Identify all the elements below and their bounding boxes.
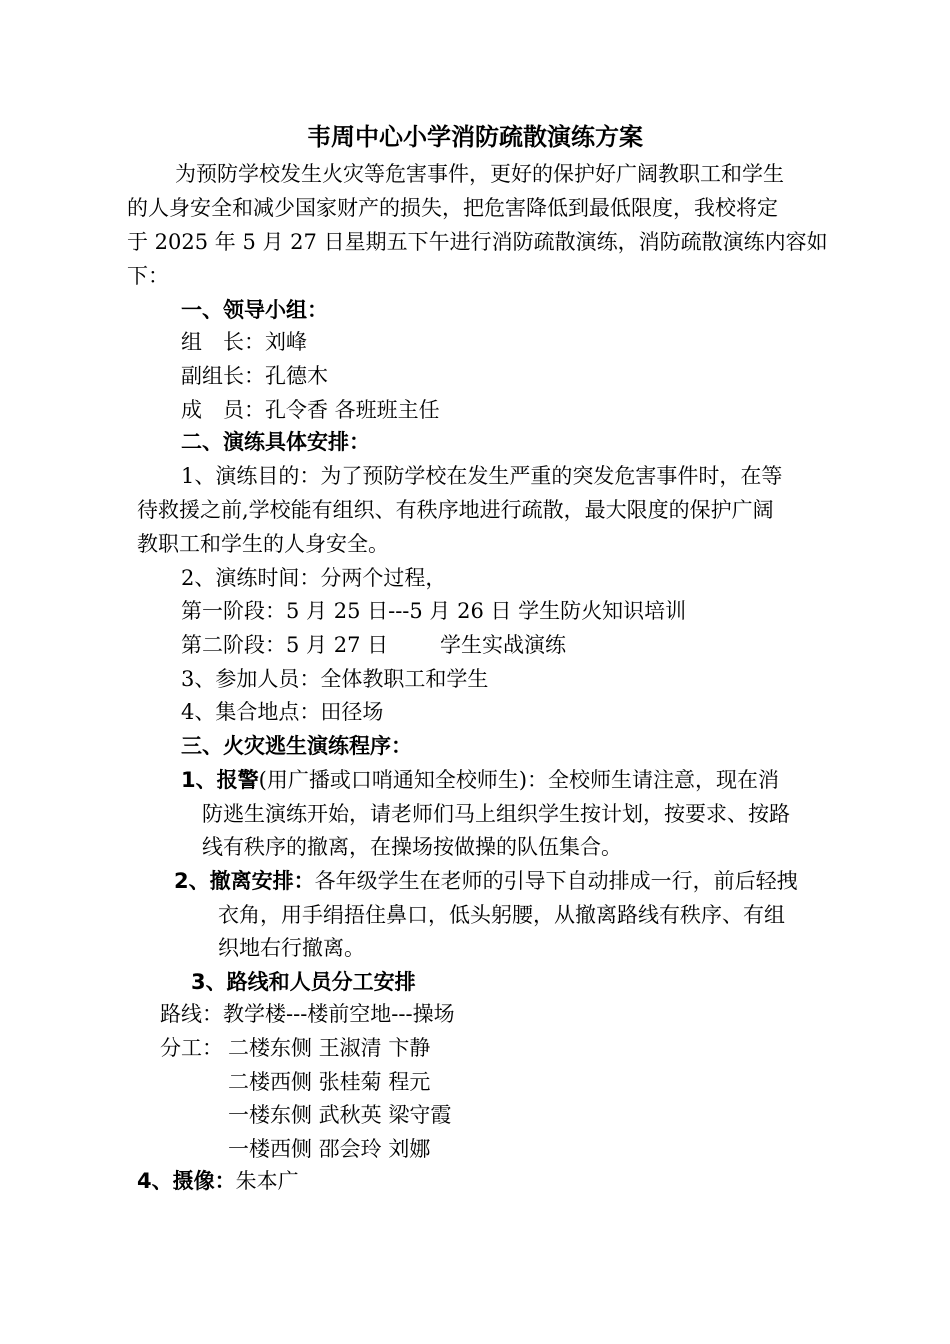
alarm-label: 1、报警 xyxy=(181,768,259,792)
stage-1: 第一阶段：5 月 25 日---5 月 26 日 学生防火知识培训 xyxy=(181,599,687,623)
camera-label: 4、摄像： xyxy=(137,1169,236,1193)
participants: 3、参加人员：全体教职工和学生 xyxy=(181,667,489,691)
camera-name: 朱本广 xyxy=(235,1169,299,1193)
alarm-line-1 xyxy=(181,766,779,794)
purpose-line-1: 1、演练目的：为了预防学校在发生严重的突发危害事件时，在等 xyxy=(181,464,783,488)
document-title: 韦周中心小学消防疏散演练方案 xyxy=(307,123,643,151)
intro-line-1: 为预防学校发生火灾等危害事件，更好的保护好广阔教职工和学生 xyxy=(175,162,784,186)
intro-line-3: 于 2025 年 5 月 27 日星期五下午进行消防疏散演练，消防疏散演练内容如 xyxy=(127,230,828,254)
evac-line-3: 织地右行撤离。 xyxy=(218,936,365,960)
alarm-line-2: 防逃生演练开始，请老师们马上组织学生按计划，按要求、按路 xyxy=(202,802,790,826)
section1-heading: 一、领导小组： xyxy=(181,298,328,322)
assignment-row: 二楼西侧 张桂菊 程元 xyxy=(228,1070,431,1094)
stage-2-date: 第二阶段：5 月 27 日 xyxy=(181,633,389,657)
evac-label: 2、撤离安排： xyxy=(174,869,315,893)
alarm-text-1: (用广播或口哨通知全校师生)：全校师生请注意，现在消 xyxy=(258,768,780,792)
evac-line-2: 衣角，用手绢捂住鼻口，低头躬腰，从撤离路线有秩序、有组 xyxy=(218,903,785,927)
deputy-row xyxy=(181,362,328,390)
assignment-row: 二楼东侧 王淑清 卞静 xyxy=(228,1036,431,1060)
purpose-line-2: 待救援之前,学校能有组织、有秩序地进行疏散，最大限度的保护广阔 xyxy=(137,498,774,522)
section3-heading: 三、火灾逃生演练程序： xyxy=(181,734,412,758)
division-label: 分工： xyxy=(160,1036,223,1060)
stage-2-task: 学生实战演练 xyxy=(440,633,566,657)
deputy-label: 副组长： xyxy=(181,364,265,388)
intro-line-4: 下： xyxy=(127,264,169,288)
intro-line-2: 的人身安全和减少国家财产的损失，把危害降低到最低限度，我校将定 xyxy=(127,196,778,220)
assembly-location: 4、集合地点：田径场 xyxy=(181,700,384,724)
assignment-row: 一楼东侧 武秋英 梁守霞 xyxy=(228,1103,452,1127)
members-row xyxy=(181,396,440,424)
leader-name: 刘峰 xyxy=(265,330,307,354)
leader-label: 组 长： xyxy=(181,330,265,354)
leader-row xyxy=(181,328,307,356)
route-heading: 3、路线和人员分工安排 xyxy=(191,970,416,994)
camera-row xyxy=(137,1167,299,1195)
members-label: 成 员： xyxy=(181,398,265,422)
evac-text-1: 各年级学生在老师的引导下自动排成一行，前后轻拽 xyxy=(314,869,798,893)
route-text: 路线：教学楼---楼前空地---操场 xyxy=(160,1002,455,1026)
purpose-line-3: 教职工和学生的人身安全。 xyxy=(137,532,389,556)
drill-time: 2、演练时间：分两个过程， xyxy=(181,566,447,590)
evac-line-1 xyxy=(174,867,798,895)
assignment-row: 一楼西侧 邵会玲 刘娜 xyxy=(228,1137,431,1161)
deputy-name: 孔德木 xyxy=(265,364,328,388)
alarm-line-3: 线有秩序的撤离，在操场按做操的队伍集合。 xyxy=(202,835,622,859)
members-names: 孔令香 各班班主任 xyxy=(265,398,440,422)
section2-heading: 二、演练具体安排： xyxy=(181,430,370,454)
